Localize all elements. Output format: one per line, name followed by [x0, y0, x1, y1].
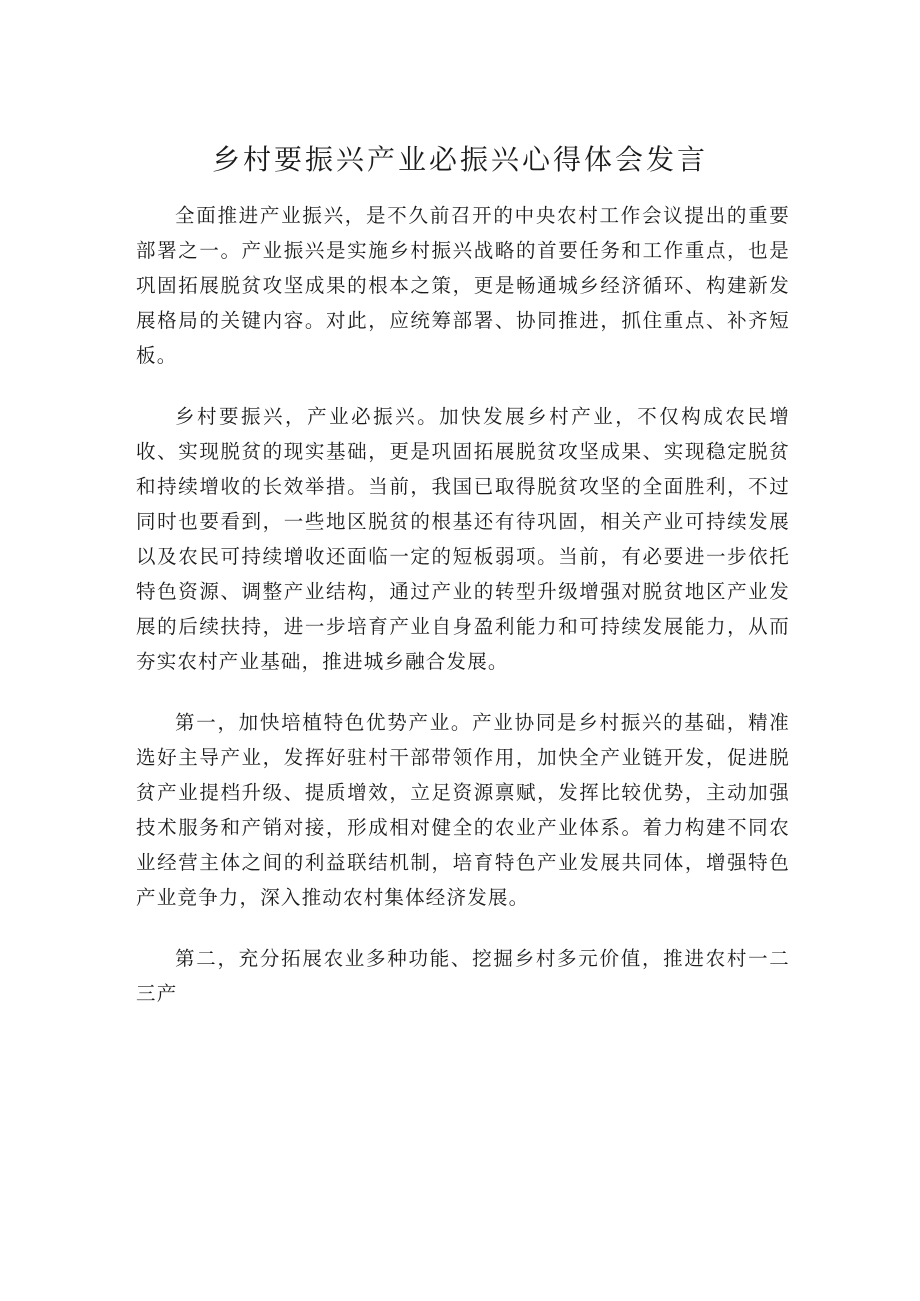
- paragraph-4: 第二，充分拓展农业多种功能、挖掘乡村多元价值，推进农村一二三产: [136, 947, 790, 1005]
- document-title: 乡村要振兴产业必振兴心得体会发言: [211, 143, 708, 176]
- paragraph-3: 第一，加快培植特色优势产业。产业协同是乡村振兴的基础，精准选好主导产业，发挥好驻村干部带领作用，加快全产业链开发，促进脱贫产业提档升级、提质增效，立足资源禀赋，发挥比较优势，主动加强技术服务和产销对接，形成相对健全的农业产业体系。着力构建不同农业经营主体之间的利益联结机制，培育特色产业发展共同体，增强特色产业竞争力，深入推动农村集体经济发展。: [136, 711, 790, 909]
- paragraph-1: 全面推进产业振兴，是不久前召开的中央农村工作会议提出的重要部署之一。产业振兴是实施乡村振兴战略的首要任务和工作重点，也是巩固拓展脱贫攻坚成果的根本之策，更是畅通城乡经济循环、构建新发展格局的关键内容。对此，应统筹部署、协同推进，抓住重点、补齐短板。: [136, 204, 790, 367]
- paragraph-2: 乡村要振兴，产业必振兴。加快发展乡村产业，不仅构成农民增收、实现脱贫的现实基础，更是巩固拓展脱贫攻坚成果、实现稳定脱贫和持续增收的长效举措。当前，我国已取得脱贫攻坚的全面胜利，不过同时也要看到，一些地区脱贫的根基还有待巩固，相关产业可持续发展以及农民可持续增收还面临一定的短板弱项。当前，有必要进一步依托特色资源、调整产业结构，通过产业的转型升级增强对脱贫地区产业发展的后续扶持，进一步培育产业自身盈利能力和可持续发展能力，从而夯实农村产业基础，推进城乡融合发展。: [136, 405, 790, 673]
- document-body: [136, 198, 790, 1037]
